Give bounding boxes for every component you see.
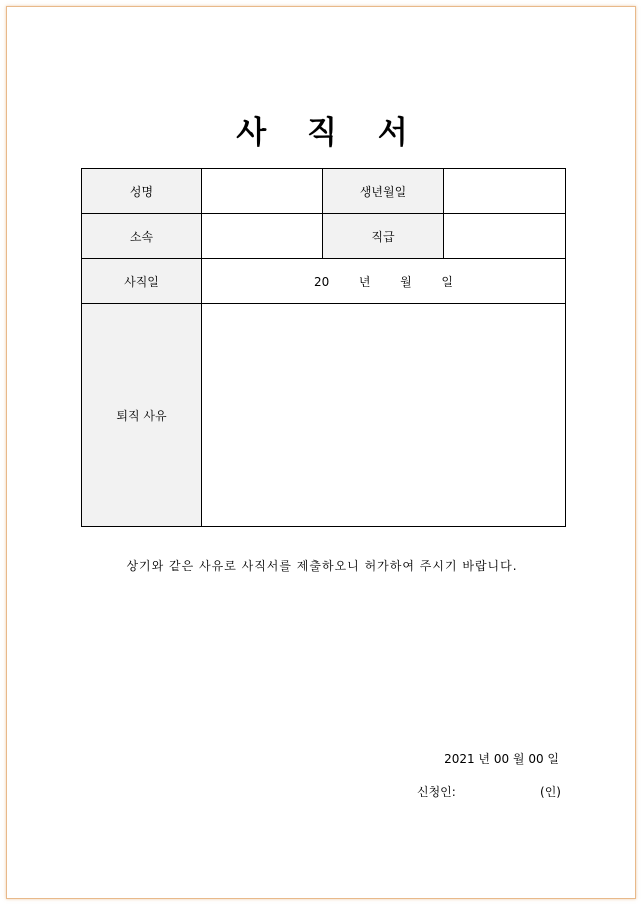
department-label: 소속 [82, 214, 202, 259]
resign-date-label: 사직일 [82, 259, 202, 304]
birthdate-field[interactable] [444, 169, 566, 214]
request-statement: 상기와 같은 사유로 사직서를 제출하오니 허가하여 주시기 바랍니다. [126, 559, 518, 573]
department-field[interactable] [202, 214, 323, 259]
applicant-signature [417, 783, 561, 800]
resign-date-day-unit: 일 [441, 274, 454, 289]
birthdate-label: 생년월일 [323, 169, 444, 214]
reason-field[interactable] [202, 304, 566, 527]
resign-date-field[interactable] [202, 259, 566, 304]
document-page [6, 6, 636, 899]
form-row-name [82, 169, 566, 214]
form-row-reason [82, 304, 566, 527]
position-field[interactable] [444, 214, 566, 259]
resignation-form-table [81, 168, 566, 527]
name-field[interactable] [202, 169, 323, 214]
resign-date-month-unit: 월 [400, 274, 412, 289]
form-row-resign-date [82, 259, 566, 304]
reason-label: 퇴직 사유 [82, 304, 202, 527]
signature-date: 2021 년 00 월 00 일 [444, 752, 559, 766]
name-label: 성명 [82, 169, 202, 214]
resign-date-year-unit: 년 [358, 274, 371, 289]
applicant-label: 신청인: [417, 785, 456, 799]
resign-date-year: 20 [313, 274, 330, 289]
document-title: 사 직 서 [236, 115, 423, 151]
seal-label: (인) [540, 785, 561, 799]
position-label: 직급 [323, 214, 444, 259]
form-row-department [82, 214, 566, 259]
